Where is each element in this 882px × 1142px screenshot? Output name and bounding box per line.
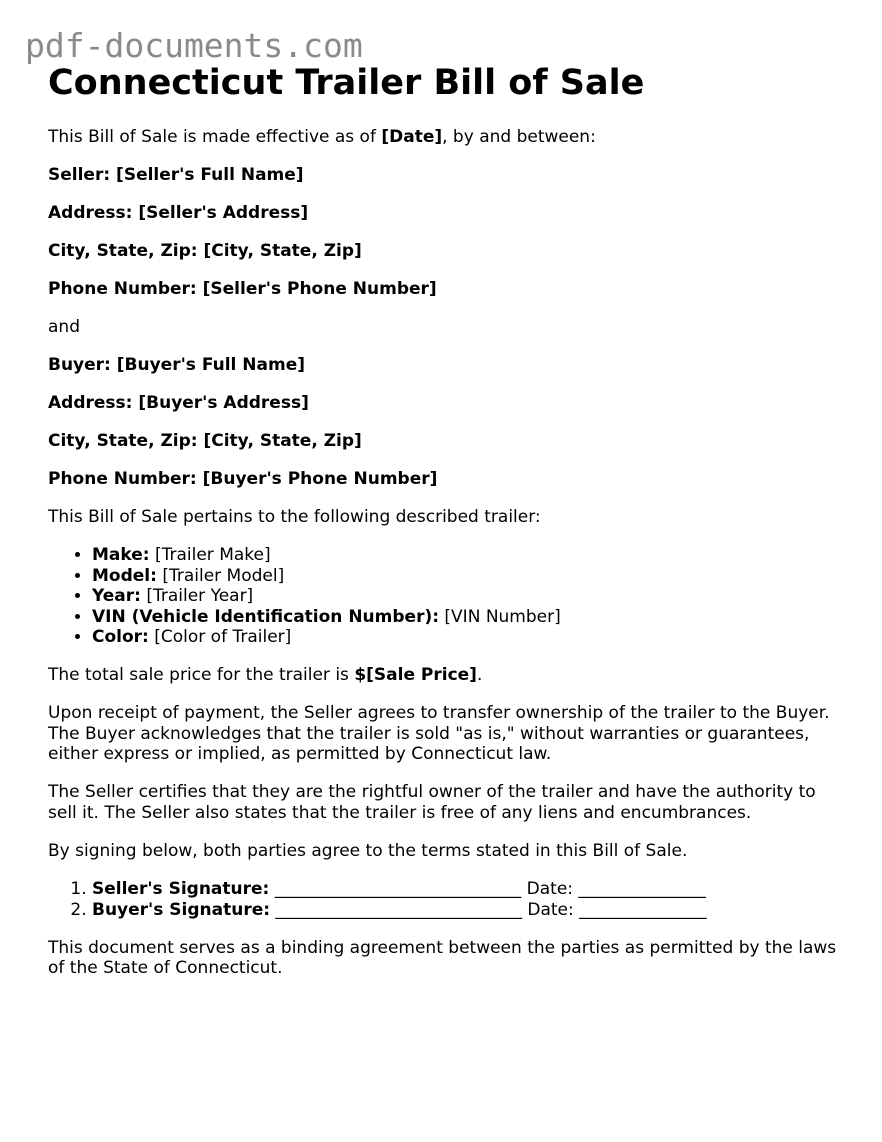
trailer-intro: This Bill of Sale pertains to the following described trailer:: [48, 507, 541, 527]
price-prefix: The total sale price for the trailer is: [48, 665, 355, 686]
transfer-paragraph: Upon receipt of payment, the Seller agrees to transfer ownership of the trailer to the Buyer. The Buyer acknowledges that the trailer is sold "as is," without warranties or guarantees, either express or implied, as permitted by Connecticut law.: [48, 703, 830, 765]
watermark: pdf-documents.com: [25, 26, 363, 65]
signature-blank: _____________________________ Date: _______________: [269, 878, 706, 899]
sale-price: $[Sale Price]: [354, 665, 477, 686]
item-label: Model:: [92, 565, 157, 586]
seller-name: Seller: [Seller's Full Name]: [48, 165, 304, 185]
list-item-model: [92, 566, 848, 587]
certification-paragraph: The Seller certifies that they are the rightful owner of the trailer and have the authority to sell it. The Seller also states that the trailer is free of any liens and encumbrances.: [48, 782, 816, 823]
seller-phone: Phone Number: [Seller's Phone Number]: [48, 279, 437, 299]
seller-signature-line: [92, 879, 848, 900]
sale-price-paragraph: [48, 665, 848, 686]
trailer-details-list: [48, 545, 848, 648]
item-value: [Trailer Make]: [149, 545, 271, 565]
list-item-make: [92, 545, 848, 566]
effective-date: [Date]: [381, 127, 443, 147]
item-label: VIN (Vehicle Identification Number):: [92, 606, 440, 627]
list-item-color: [92, 627, 848, 648]
list-item-year: [92, 586, 848, 607]
item-value: [Trailer Model]: [156, 565, 285, 586]
buyer-city-state-zip: City, State, Zip: [City, State, Zip]: [48, 431, 362, 451]
buyer-address: Address: [Buyer's Address]: [48, 393, 309, 413]
item-value: [VIN Number]: [439, 606, 561, 627]
signature-list: [48, 879, 848, 920]
signing-paragraph: By signing below, both parties agree to the terms stated in this Bill of Sale.: [48, 840, 688, 861]
item-value: [Color of Trailer]: [148, 627, 292, 648]
intro-paragraph: [48, 127, 848, 148]
signature-blank: _____________________________ Date: _______________: [270, 899, 707, 920]
and-text: and: [48, 317, 80, 337]
document-page: [48, 62, 848, 979]
buyer-phone: Phone Number: [Buyer's Phone Number]: [48, 469, 438, 489]
item-label: Color:: [92, 627, 149, 648]
item-label: Make:: [92, 545, 150, 565]
price-suffix: .: [476, 665, 483, 686]
signature-label: Buyer's Signature:: [92, 899, 271, 920]
item-value: [Trailer Year]: [140, 586, 254, 607]
document-title: Connecticut Trailer Bill of Sale: [48, 63, 645, 103]
intro-suffix: , by and between:: [442, 127, 596, 147]
intro-prefix: This Bill of Sale is made effective as of: [48, 127, 382, 147]
buyer-signature-line: [92, 900, 848, 921]
closing-paragraph: This document serves as a binding agreement between the parties as permitted by the laws of the State of Connecticut.: [48, 937, 837, 979]
seller-address: Address: [Seller's Address]: [48, 203, 309, 223]
item-label: Year:: [92, 586, 141, 607]
signature-label: Seller's Signature:: [92, 878, 270, 899]
list-item-vin: [92, 607, 848, 628]
seller-city-state-zip: City, State, Zip: [City, State, Zip]: [48, 241, 362, 261]
buyer-name: Buyer: [Buyer's Full Name]: [48, 355, 305, 375]
